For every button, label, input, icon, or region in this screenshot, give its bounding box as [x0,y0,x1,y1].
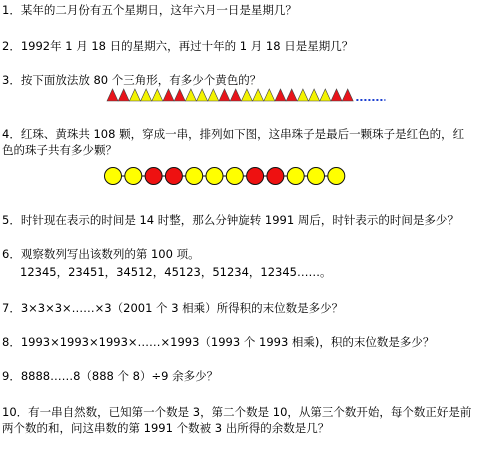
red-triangle [219,89,230,101]
question-10: 10．有一串自然数，已知第一个数是 3，第二个数是 10，从第三个数开始，每个数正好是前两个数的和，问这串数的第 1991 个数被 3 出所得的余数是几？ [2,405,472,435]
question-7: 7．3×3×3×……×3（2001 个 3 相乘）所得积的末位数是多少？ [2,301,344,315]
question-4: 4．红珠、黄珠共 108 颗，穿成一串，排列如下图，这串珠子是最后一颗珠子是红色的，红色的珠子共有多少颗？ [2,127,465,157]
red-bead [247,168,264,185]
question-2: 2．1992年 1 月 18 日的星期六，再过十年的 1 月 18 日是星期几？ [2,39,354,53]
red-triangle [163,89,174,101]
red-triangle [118,89,129,101]
bead-string-figure [103,166,353,186]
red-triangle [107,89,118,101]
red-triangle [286,89,297,101]
question-6: 6．观察数列写出该数列的第 100 项。 [2,247,200,261]
yellow-bead [206,168,223,185]
red-bead [165,168,182,185]
yellow-triangle [264,89,275,101]
red-triangle [174,89,185,101]
number-sequence: 12345，23451，34512，45123，51234，12345……。 [20,265,332,279]
red-bead [267,168,284,185]
red-bead [145,168,162,185]
yellow-triangle [309,89,320,101]
yellow-bead [186,168,203,185]
red-triangle [331,89,342,101]
question-8: 8．1993×1993×1993×……×1993（1993 个 1993 相乘)，积的末位数是多少？ [2,335,435,349]
question-3: 3．按下面放法放 80 个三角形，有多少个黄色的？ [2,73,262,87]
yellow-bead [125,168,142,185]
question-9: 9．8888……8（888 个 8）÷9 余多少？ [2,369,219,383]
question-5: 5．时针现在表示的时间是 14 时整，那么分钟旋转 1991 周后，时针表示的时间是多少？ [2,213,459,227]
yellow-bead [287,168,304,185]
yellow-triangle [185,89,196,101]
question-1: 1．某年的二月份有五个星期日，这年六月一日是星期几？ [2,3,297,17]
yellow-triangle [253,89,264,101]
yellow-triangle [297,89,308,101]
red-triangle [275,89,286,101]
yellow-triangle [141,89,152,101]
yellow-bead [328,168,345,185]
yellow-bead [308,168,325,185]
red-triangle [342,89,353,101]
yellow-triangle [208,89,219,101]
triangle-pattern-figure [106,88,386,102]
yellow-triangle [129,89,140,101]
yellow-triangle [197,89,208,101]
yellow-bead [226,168,243,185]
triangle-pattern-svg [106,88,386,102]
red-triangle [230,89,241,101]
yellow-triangle [320,89,331,101]
bead-string-svg [103,166,353,186]
yellow-triangle [241,89,252,101]
yellow-bead [105,168,122,185]
yellow-triangle [152,89,163,101]
